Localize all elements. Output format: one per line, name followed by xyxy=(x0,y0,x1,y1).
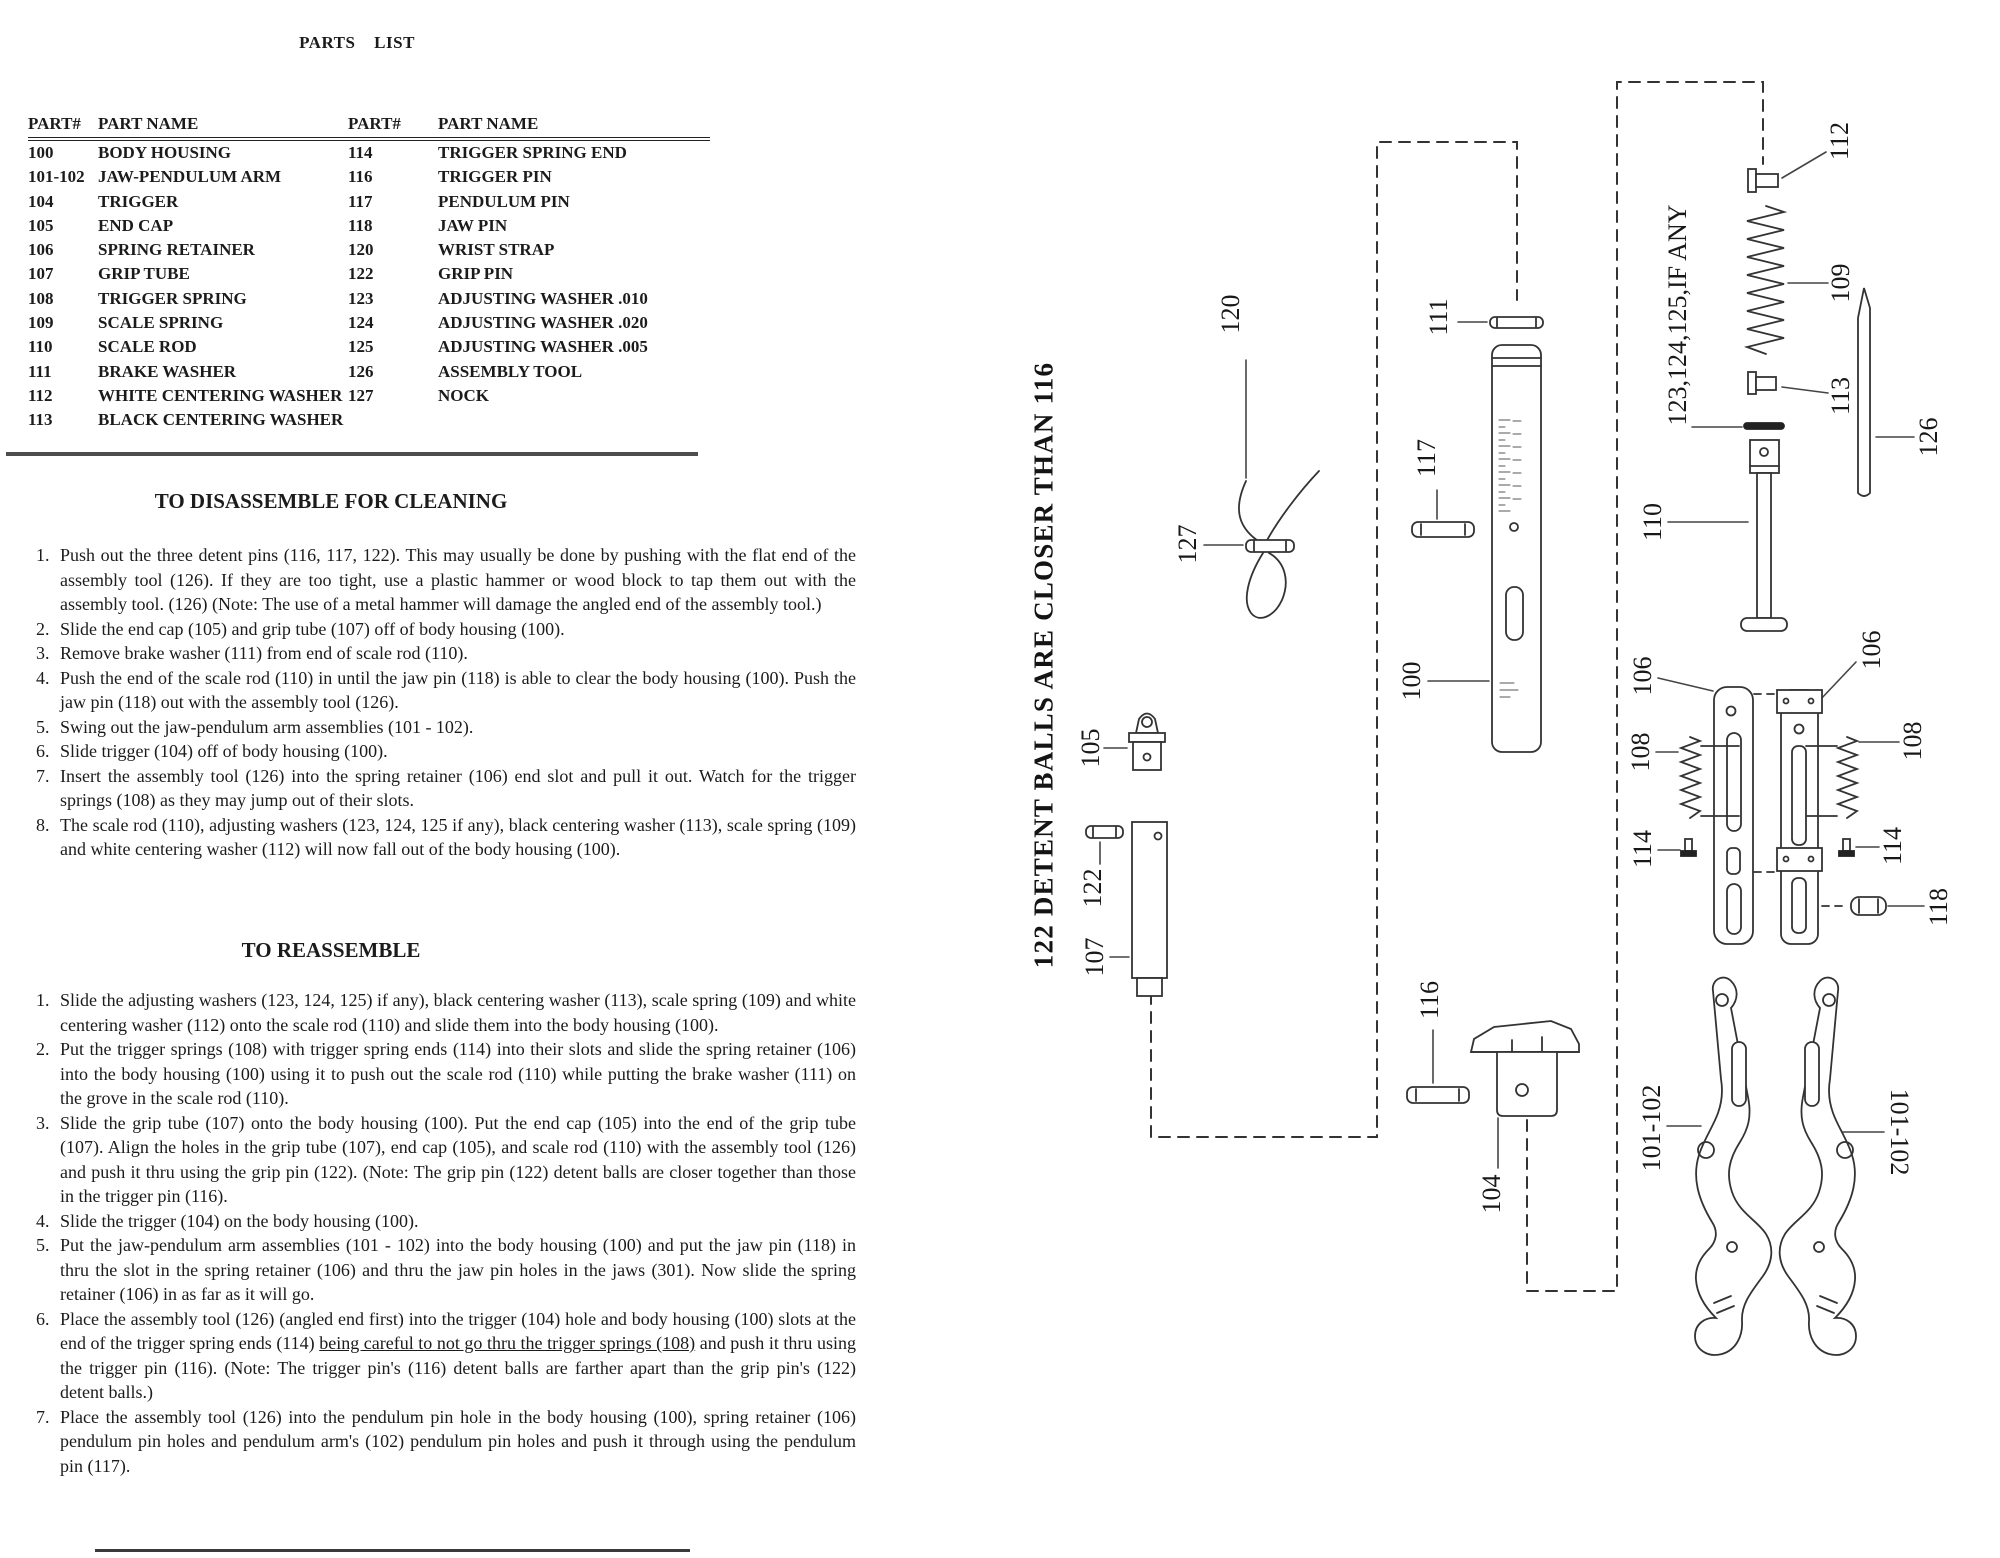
white-centering-washer-drawing xyxy=(1748,169,1778,192)
part-label-111: 111 xyxy=(1424,298,1453,336)
list-item: 4. Slide the trigger (104) on the body housing (100). xyxy=(36,1210,419,1231)
list-item: 7. Insert the assembly tool (126) into the spring retainer (106) end slot and pull it out. Watch for the trigger springs (108) as they may jump out of their slots. xyxy=(36,765,856,810)
part-label-120: 120 xyxy=(1216,294,1245,334)
underlined-warning: being careful to not go thru the trigger springs (108) xyxy=(319,1333,696,1353)
trigger-pin-drawing xyxy=(1407,1087,1469,1103)
body-housing-drawing xyxy=(1492,345,1541,752)
trigger-spring-right-drawing xyxy=(1838,737,1857,818)
part-label-100: 100 xyxy=(1397,661,1426,701)
part-label-101-102-left: 101-102 xyxy=(1637,1084,1666,1172)
part-label-122: 122 xyxy=(1078,868,1107,908)
part-label-109: 109 xyxy=(1826,263,1855,303)
part-label-106-right: 106 xyxy=(1857,630,1886,670)
jaw-pin-drawing xyxy=(1851,897,1886,915)
table-row: 105 END CAP 118 JAW PIN xyxy=(28,215,508,235)
part-label-118: 118 xyxy=(1924,887,1953,927)
spring-end-right-drawing xyxy=(1839,839,1854,856)
assembly-tool-drawing xyxy=(1858,288,1870,496)
table-row: 108 TRIGGER SPRING 123 ADJUSTING WASHER .010 xyxy=(28,288,648,308)
part-label-114-right: 114 xyxy=(1878,826,1907,866)
spring-end-left-drawing xyxy=(1681,839,1696,856)
pendulum-pin-drawing xyxy=(1412,522,1474,537)
list-item: 6. Slide trigger (104) off of body housing (100). xyxy=(36,741,388,761)
part-label-105: 105 xyxy=(1076,728,1105,768)
part-label-107: 107 xyxy=(1080,937,1109,977)
part-label-106-left: 106 xyxy=(1628,656,1657,696)
nock-drawing xyxy=(1246,540,1294,552)
disassemble-heading: TO DISASSEMBLE FOR CLEANING xyxy=(154,489,508,513)
table-row: 106 SPRING RETAINER 120 WRIST STRAP xyxy=(28,240,555,260)
table-row: 109 SCALE SPRING 124 ADJUSTING WASHER .020 xyxy=(28,313,648,333)
part-label-108-left: 108 xyxy=(1626,732,1655,772)
col-header: PART# xyxy=(348,114,401,133)
table-row: 101-102 JAW-PENDULUM ARM 116 TRIGGER PIN xyxy=(28,167,552,187)
trigger-drawing xyxy=(1471,1021,1579,1116)
part-label-117: 117 xyxy=(1412,438,1441,478)
scale-rod-drawing xyxy=(1741,440,1787,631)
part-label-114-left: 114 xyxy=(1628,829,1657,869)
reassemble-heading: TO REASSEMBLE xyxy=(241,938,421,962)
list-item: 1. Slide the adjusting washers (123, 124, 125) if any), black centering washer (113), scale spring (109) and white centering washer (112) onto the scale rod (110) and slide them into the body housing (100). xyxy=(36,990,856,1035)
list-item: 3. Slide the grip tube (107) onto the body housing (100). Put the end cap (105) into the end of the grip tube (107). Align the holes in the grip tube (107), end cap (105), and scale rod (110) with the assembly tool (126) and push it thru using the grip pin (122). (Note: The grip pin (122) detent balls are closer together than those in the trigger pin (116). xyxy=(36,1112,856,1206)
list-item: 4. Push the end of the scale rod (110) in until the jaw pin (118) is able to clear the body housing (100). Push the jaw pin (118) out with the assembly tool (126). xyxy=(36,667,856,712)
part-label-112: 112 xyxy=(1825,121,1854,161)
part-label-104: 104 xyxy=(1477,1174,1506,1214)
jaw-pendulum-arm-drawing xyxy=(1695,978,1771,1355)
end-cap-drawing xyxy=(1129,714,1165,771)
list-item: 6. Place the assembly tool (126) (angled end first) into the trigger (104) hole and body housing (100) slots at the end of the trigger spring ends (114) being careful to not go thru the trigger springs (108) and push it thru using the trigger pin (116). (Note: The trigger pin's (116) detent balls are farther apart than the grip pin's (122) detent balls.) xyxy=(36,1308,856,1402)
list-item: 2. Put the trigger springs (108) with trigger spring ends (114) into their slots and slide the spring retainer (106) into the body housing (100) using it to push out the scale rod (110) while putting the brake washer (111) on the grove in the scale rod (110). xyxy=(36,1039,856,1108)
list-item: 8. The scale rod (110), adjusting washers (123, 124, 125 if any), black centering washer (113), scale spring (109) and white centering washer (112) will now fall out of the body housing (100). xyxy=(36,814,856,859)
list-item: 5. Put the jaw-pendulum arm assemblies (101 - 102) into the body housing (100) and put the jaw pin (118) in thru the slot in the spring retainer (106) and thru the jaw pin holes in the jaws (301). Now slide the spring retainer (106) in as far as it will go. xyxy=(36,1235,856,1304)
part-label-116: 116 xyxy=(1415,980,1444,1020)
list-item: 1. Push out the three detent pins (116, 117, 122). This may usually be done by pushing with the flat end of the assembly tool (126). If they are too tight, use a plastic hammer or wood block to tap them out with the assembly tool. (126) (Note: The use of a metal hammer will damage the angled end of the assembly tool.) xyxy=(36,545,856,614)
table-row: 112 WHITE CENTERING WASHER 127 NOCK xyxy=(28,385,489,405)
list-item: 3. Remove brake washer (111) from end of scale rod (110). xyxy=(36,643,468,663)
black-centering-washer-drawing xyxy=(1748,372,1776,394)
dashed-connector-grip xyxy=(1151,142,1517,1137)
table-row: 100 BODY HOUSING 114 TRIGGER SPRING END xyxy=(28,143,627,162)
part-label-110: 110 xyxy=(1638,502,1667,542)
adjusting-washers-drawing xyxy=(1744,423,1784,429)
part-label-113: 113 xyxy=(1826,376,1855,416)
part-label-108-right: 108 xyxy=(1898,721,1927,761)
table-row: 104 TRIGGER 117 PENDULUM PIN xyxy=(28,191,570,211)
col-header: PART NAME xyxy=(438,114,539,133)
part-label-101-102-right: 101-102 xyxy=(1885,1088,1914,1176)
list-item: 5. Swing out the jaw-pendulum arm assemblies (101 - 102). xyxy=(36,716,474,737)
grip-pin-drawing xyxy=(1086,826,1123,838)
brake-washer-drawing xyxy=(1490,317,1543,328)
table-row: 113 BLACK CENTERING WASHER xyxy=(28,410,344,430)
grip-tube-drawing xyxy=(1132,822,1167,996)
part-label-127: 127 xyxy=(1173,524,1202,564)
table-row: 110 SCALE ROD 125 ADJUSTING WASHER .005 xyxy=(28,337,648,357)
part-label-126: 126 xyxy=(1914,417,1943,457)
diagram-caption: 122 DETENT BALLS ARE CLOSER THAN 116 xyxy=(1028,361,1059,969)
table-row: 107 GRIP TUBE 122 GRIP PIN xyxy=(28,264,514,284)
trigger-spring-left-drawing xyxy=(1681,737,1700,818)
table-row: 111 BRAKE WASHER 126 ASSEMBLY TOOL xyxy=(28,361,583,381)
list-item: 7. Place the assembly tool (126) into the pendulum pin hole in the body housing (100), spring retainer (106) pendulum pin holes and pendulum arm's (102) pendulum pin holes and push it through using the pendulum pin (117). xyxy=(36,1406,856,1476)
col-header: PART NAME xyxy=(98,114,199,133)
list-item: 2. Slide the end cap (105) and grip tube (107) off of body housing (100). xyxy=(36,618,565,639)
scale-spring-drawing xyxy=(1747,206,1784,354)
spring-retainer-right-drawing xyxy=(1777,690,1822,944)
part-label-123-124-125: 123,124,125,IF ANY xyxy=(1663,204,1692,426)
col-header: PART# xyxy=(28,114,81,133)
page-title: PARTS LIST xyxy=(299,33,415,52)
